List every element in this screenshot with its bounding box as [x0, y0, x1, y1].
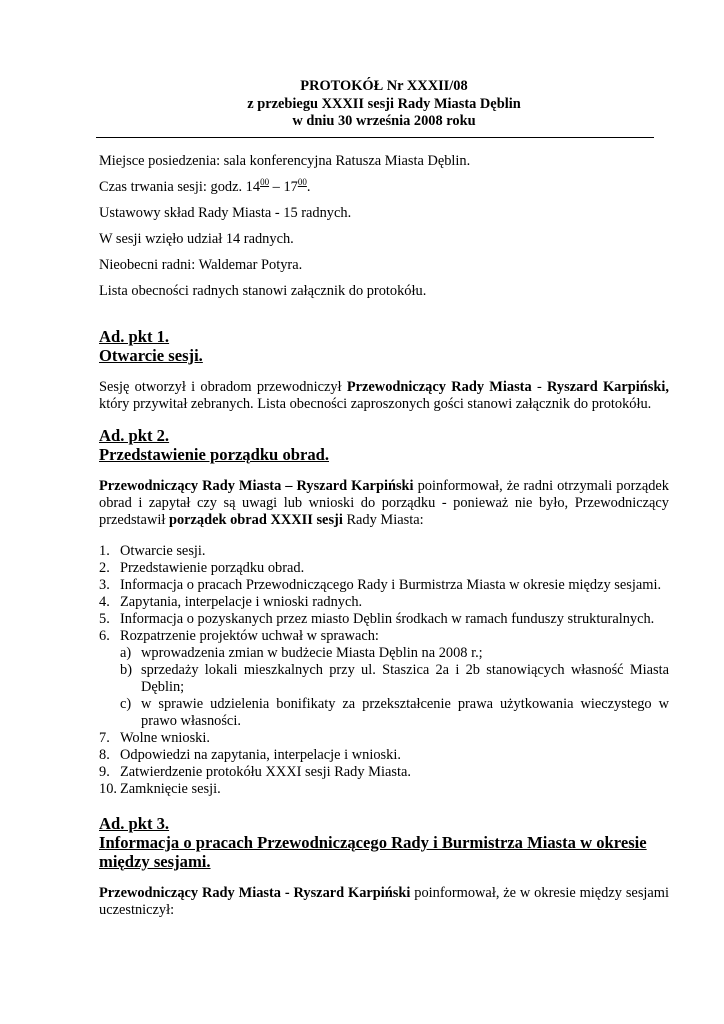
meta-place: Miejsce posiedzenia: sala konferencyjna Ratusza Miasta Dęblin.: [99, 152, 471, 169]
agenda-item: 7. Wolne wnioski.: [99, 729, 210, 746]
agenda-subitem: c) w sprawie udzielenia bonifikaty za przekształcenie prawa użytkowania wieczystego w prawo własności.: [120, 695, 669, 729]
section-3-paragraph: Przewodniczący Rady Miasta - Ryszard Karpiński poinformował, że w okresie między sesjami uczestniczył:: [99, 884, 669, 918]
agenda-item: 10. Zamknięcie sesji.: [99, 780, 221, 797]
agenda-list: [99, 543, 669, 798]
section-1-heading: [99, 327, 669, 365]
section-1-paragraph: Sesję otworzył i obradom przewodniczył Przewodniczący Rady Miasta - Ryszard Karpiński, który przywitał zebranych. Lista obecności zaproszonych gości stanowi załącznik do protokółu.: [99, 378, 669, 412]
section-2-label: Ad. pkt 2.: [99, 425, 170, 445]
section-3-label: Ad. pkt 3.: [99, 813, 170, 833]
meta-absent: Nieobecni radni: Waldemar Potyra.: [99, 256, 303, 273]
agenda-item: 8. Odpowiedzi na zapytania, interpelacje i wnioski.: [99, 746, 401, 763]
meta-attendance-list: Lista obecności radnych stanowi załącznik do protokółu.: [99, 282, 427, 299]
protocol-subtitle: z przebiegu XXXII sesji Rady Miasta Dęblin: [247, 95, 521, 112]
agenda-item: 6. Rozpatrzenie projektów uchwał w sprawach: a) wprowadzenia zmian w budżecie Miasta Dęblin na 2008 r.; b) sprzedaży lokali mieszkalnych przy ul. Staszica 2a i 2b stanowiących własność Miasta Dęblin; c) w sprawie udzielenia bonifikaty za przekształcenie prawa użytkowania wieczystego w prawo własności.: [99, 627, 669, 729]
meta-attendance: W sesji wzięło udział 14 radnych.: [99, 230, 294, 247]
agenda-subitem: a) wprowadzenia zmian w budżecie Miasta Dęblin na 2008 r.;: [120, 644, 483, 661]
agenda-item: 4. Zapytania, interpelacje i wnioski radnych.: [99, 593, 363, 610]
agenda-item: 3. Informacja o pracach Przewodniczącego Rady i Burmistrza Miasta w okresie między sesjami.: [99, 576, 662, 593]
section-3-heading: [99, 814, 669, 871]
section-1-title: Otwarcie sesji.: [99, 345, 203, 365]
agenda-item: 5. Informacja o pozyskanych przez miasto Dęblin środkach w ramach funduszy strukturalnych.: [99, 610, 655, 627]
section-2-title: Przedstawienie porządku obrad.: [99, 444, 330, 464]
agenda-item: 1. Otwarcie sesji.: [99, 542, 206, 559]
agenda-sublist: [120, 645, 669, 730]
header-divider: [96, 137, 654, 138]
document-header: [99, 78, 669, 131]
agenda-item: 2. Przedstawienie porządku obrad.: [99, 559, 305, 576]
section-2-paragraph: Przewodniczący Rady Miasta – Ryszard Karpiński poinformował, że radni otrzymali porządek obrad i zapytał czy są uwagi lub wnioski do porządku - ponieważ nie było, Przewodniczący przedstawił porządek obrad XXXII sesji Rady Miasta:: [99, 477, 669, 528]
document-page: [99, 78, 669, 919]
section-1-label: Ad. pkt 1.: [99, 326, 170, 346]
protocol-date: w dniu 30 września 2008 roku: [292, 113, 476, 129]
meta-duration: Czas trwania sesji: godz. $14^{00} - 17^{00}$.: [99, 176, 311, 195]
section-3-title: Informacja o pracach Przewodniczącego Rady i Burmistrza Miasta w okresie między sesjami.: [99, 832, 647, 871]
agenda-item: 9. Zatwierdzenie protokółu XXXI sesji Rady Miasta.: [99, 763, 411, 780]
meta-composition: Ustawowy skład Rady Miasta - 15 radnych.: [99, 204, 352, 221]
section-2-heading: [99, 426, 669, 464]
session-meta: [99, 153, 669, 300]
protocol-number: PROTOKÓŁ Nr XXXII/08: [300, 78, 468, 94]
agenda-subitem: b) sprzedaży lokali mieszkalnych przy ul. Staszica 2a i 2b stanowiących własność Miasta Dęblin;: [120, 661, 669, 695]
